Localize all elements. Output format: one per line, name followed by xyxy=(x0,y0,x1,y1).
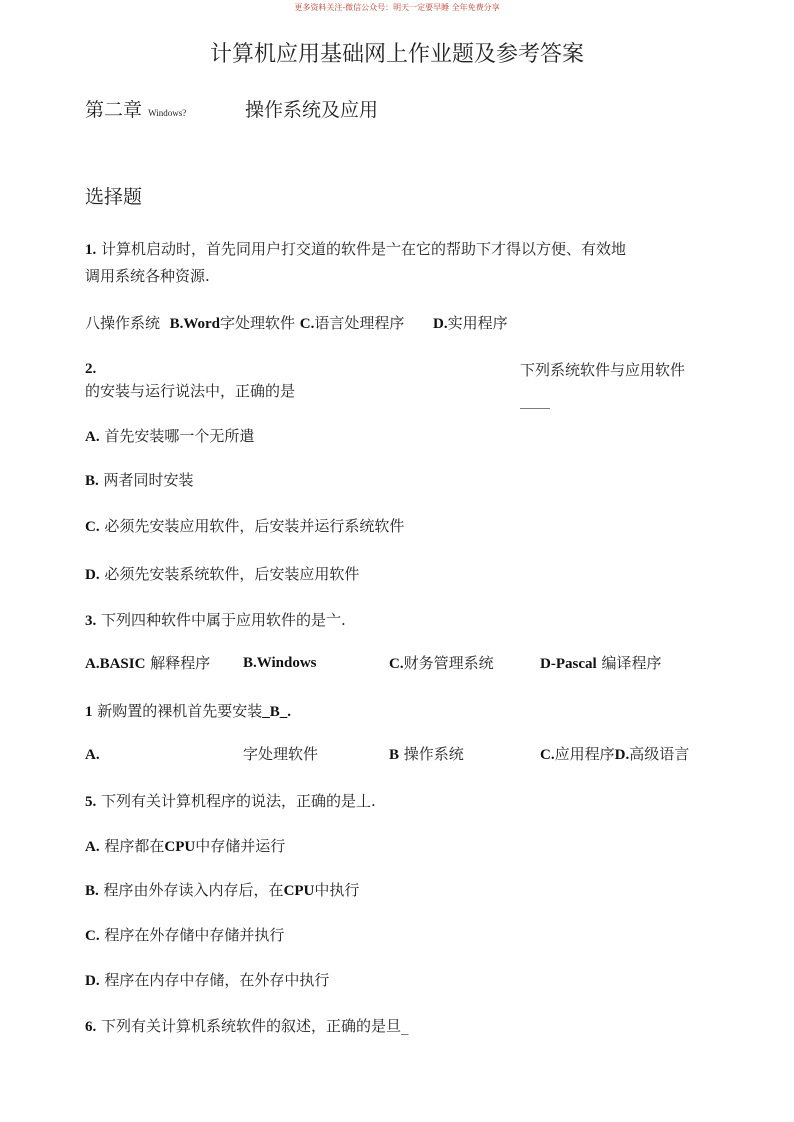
opt-text: 财务管理系统 xyxy=(403,654,494,672)
opt-label: B. xyxy=(85,473,99,489)
opt-label: B. xyxy=(85,883,99,899)
opt-bold: CPU xyxy=(164,839,196,855)
opt-label: D. xyxy=(85,567,100,583)
q3-option-b: B.Windows xyxy=(243,655,317,671)
q2-text-right: 下列系统软件与应用软件 xyxy=(520,361,686,379)
q-num: 5. xyxy=(85,794,97,810)
opt-label: C. xyxy=(85,519,100,535)
section-heading: 选择题 xyxy=(85,186,143,208)
q2-option-c xyxy=(85,516,404,537)
opt-label: D. xyxy=(85,973,100,989)
opt-text: 操作系统 xyxy=(403,745,464,763)
option-b-label: B.Word xyxy=(169,316,220,332)
q-text: 新购置的裸机首先要安装 xyxy=(97,702,263,720)
q-text: 计算机启动时，首先同用户打交道的软件是亠在它的帮助下才得以方便、有效地 xyxy=(101,240,627,258)
option-b: 字处理软件 xyxy=(220,314,296,332)
option-c: 语言处理程序 xyxy=(314,314,405,332)
question-5 xyxy=(85,791,376,812)
opt-text: 两者同时安装 xyxy=(103,471,194,489)
q-num: 3. xyxy=(85,613,97,629)
q5-option-d xyxy=(85,970,329,991)
page-title: 计算机应用基础网上作业题及参考答案 xyxy=(209,42,584,67)
q4-option-a: 字处理软件 xyxy=(243,745,319,763)
opt-label: A.BASIC xyxy=(85,656,146,672)
opt-bold: CPU xyxy=(283,883,315,899)
question-3 xyxy=(85,610,346,631)
q3-option-d xyxy=(540,653,661,674)
opt-label: A. xyxy=(85,429,100,445)
chapter-sub: Windows? xyxy=(148,108,187,118)
opt-label: D-Pascal xyxy=(540,656,597,672)
opt-label: C. xyxy=(540,747,555,763)
q4-option-a-label: A. xyxy=(85,747,100,763)
option-d: 实用程序 xyxy=(447,314,508,332)
q5-option-c xyxy=(85,925,284,946)
opt-text: 必须先安装系统软件，后安装应用软件 xyxy=(104,565,360,583)
question-6 xyxy=(85,1016,409,1037)
opt-text: 应用程序 xyxy=(554,745,615,763)
q2-option-d xyxy=(85,564,359,585)
q-answer: _B_. xyxy=(262,704,292,720)
q2-option-a xyxy=(85,426,254,447)
opt-text: 程序在外存储中存储并执行 xyxy=(104,926,285,944)
question-1 xyxy=(85,239,626,260)
opt-text: 中执行 xyxy=(314,881,360,899)
opt-label: C. xyxy=(389,656,404,672)
opt-label: A. xyxy=(85,839,100,855)
q3-option-a xyxy=(85,653,210,674)
opt-text: 中存储并运行 xyxy=(195,837,286,855)
opt-label: B xyxy=(389,747,400,763)
opt-text: 高级语言 xyxy=(629,745,690,763)
opt-text: 程序由外存读入内存后，在 xyxy=(103,881,284,899)
question-1-options xyxy=(85,313,508,334)
opt-text: 必须先安装应用软件，后安装并运行系统软件 xyxy=(104,517,405,535)
question-1-cont: 调用系统各种资源. xyxy=(85,267,210,285)
opt-text: 解释程序 xyxy=(150,654,211,672)
option-a: 八操作系统 xyxy=(85,314,161,332)
q5-option-b xyxy=(85,880,359,901)
q2-text: 的安装与运行说法中，正确的是 xyxy=(85,382,296,400)
option-d-label: D. xyxy=(433,316,448,332)
chapter-name: 操作系统及应用 xyxy=(245,99,379,121)
q2-num: 2. xyxy=(85,361,97,377)
banner: 更多资料关注-微信公众号：明天一定要早睡 全年免费分享 xyxy=(294,3,500,12)
opt-label: C. xyxy=(85,928,100,944)
q3-option-c xyxy=(389,653,494,674)
q-text: 下列有关计算机系统软件的叙述，正确的是旦_ xyxy=(101,1017,409,1035)
chapter-heading xyxy=(85,97,186,126)
q4-option-b xyxy=(389,744,464,765)
chapter-label: 第二章 xyxy=(85,99,143,121)
opt-text: 程序都在 xyxy=(104,837,165,855)
q-num: 1. xyxy=(85,242,97,258)
q2-option-b xyxy=(85,470,194,491)
q4-option-cd xyxy=(540,744,689,765)
q-text: 下列四种软件中属于应用软件的是亠. xyxy=(101,611,346,629)
q5-option-a xyxy=(85,836,285,857)
opt-text: 编译程序 xyxy=(601,654,662,672)
opt-text: 程序在内存中存储，在外存中执行 xyxy=(104,971,330,989)
q-text: 下列有关计算机程序的说法，正确的是丄. xyxy=(101,792,376,810)
option-c-label: C. xyxy=(299,316,315,332)
q2-blank: ____ xyxy=(520,391,550,409)
q-num: 1 xyxy=(85,704,93,720)
opt-label: D. xyxy=(614,747,630,763)
question-4 xyxy=(85,701,291,722)
opt-text: 首先安装哪一个无所遣 xyxy=(104,427,255,445)
q-num: 6. xyxy=(85,1019,97,1035)
